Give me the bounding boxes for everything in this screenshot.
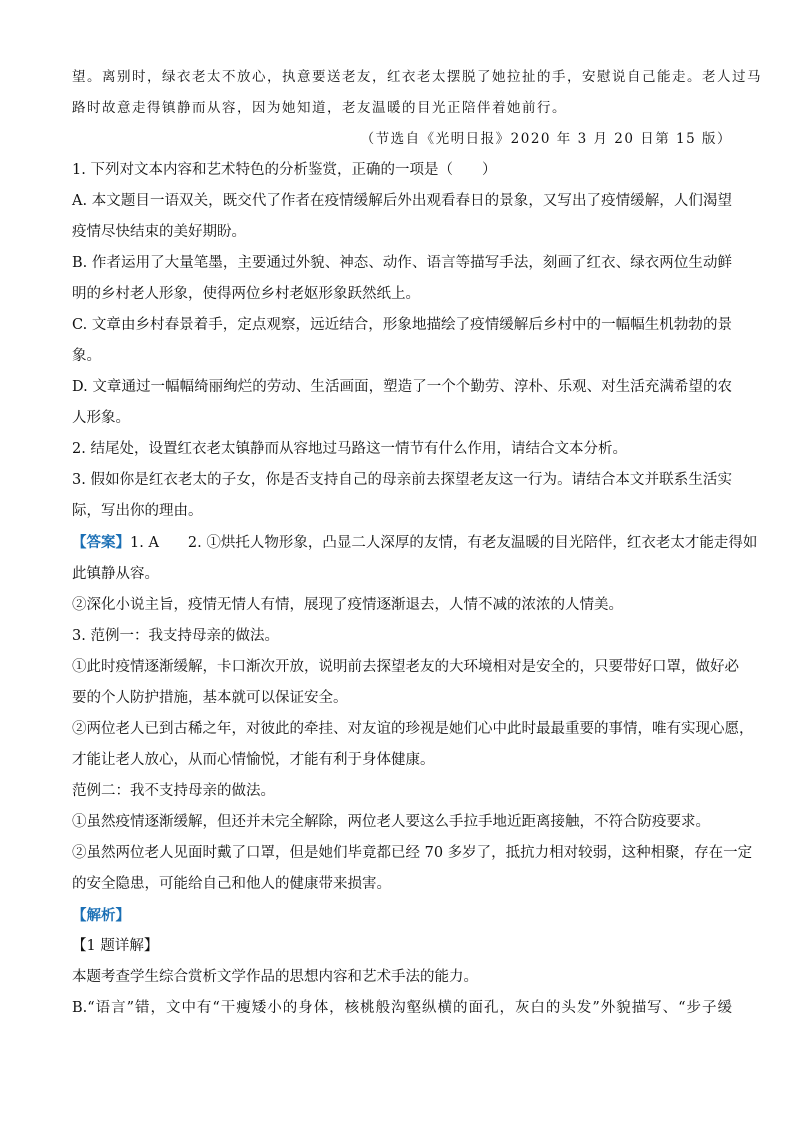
answer-tag: 【答案】 [72,534,130,551]
option-b: B. 作者运用了大量笔墨，主要通过外貌、神态、动作、语言等描写手法，刻画了红衣、绿衣两位生动鲜 [72,255,732,271]
answer-text: 1. A 2. ①烘托人物形象，凸显二人深厚的友情，有老友温暖的目光陪伴，红衣老太才能走得如 [130,535,758,551]
option-a-cont: 疫情尽快结束的美好期盼。 [72,224,246,240]
example-1-title: 3. 范例一：我支持母亲的做法。 [72,628,279,644]
example-1-point-2: ②两位老人已到古稀之年，对彼此的牵挂、对友谊的珍视是她们心中此时最最重要的事情，唯有实现心愿， [72,721,754,737]
passage-line: 路时故意走得镇静而从容，因为她知道，老友温暖的目光正陪伴着她前行。 [72,100,567,116]
question-3-cont: 际，写出你的理由。 [72,503,203,519]
analysis-tag: 【解析】 [72,907,130,924]
answer-point-2: ②深化小说主旨，疫情无情人有情，展现了疫情逐渐退去，人情不减的浓浓的人情美。 [72,597,623,613]
option-c-cont: 象。 [72,348,101,364]
example-2-point-1: ①虽然疫情逐渐缓解，但还并未完全解除，两位老人要这么手拉手地近距离接触，不符合防疫要求。 [72,814,710,830]
analysis-paragraph: B.“语言”错，文中有“干瘦矮小的身体，核桃般沟壑纵横的面孔，灰白的头发”外貌描写、“步子缓 [72,1000,732,1016]
example-1-point-1: ①此时疫情逐渐缓解，卡口渐次开放，说明前去探望老友的大环境相对是安全的，只要带好口罩，做好必 [72,659,739,675]
analysis-paragraph: 本题考查学生综合赏析文学作品的思想内容和艺术手法的能力。 [72,969,478,985]
option-d: D. 文章通过一幅幅绮丽绚烂的劳动、生活画面，塑造了一个个勤劳、淳朴、乐观、对生活充满希望的农 [72,379,732,395]
example-2-point-2: ②虽然两位老人见面时戴了口罩，但是她们毕竟都已经 70 多岁了，抵抗力相对较弱，这种相聚，存在一定 [72,845,753,861]
example-2-point-2-cont: 的安全隐患，可能给自己和他人的健康带来损害。 [72,876,391,892]
option-d-cont: 人形象。 [72,410,130,426]
question-3: 3. 假如你是红衣老太的子女，你是否支持自己的母亲前去探望老友这一行为。请结合本文并联系生活实 [72,472,732,488]
question-2: 2. 结尾处，设置红衣老太镇静而从容地过马路这一情节有什么作用，请结合文本分析。 [72,441,627,457]
passage-source: （节选自《光明日报》2020 年 3 月 20 日第 15 版） [360,131,732,147]
option-c: C. 文章由乡村春景着手，定点观察，远近结合，形象地描绘了疫情缓解后乡村中的一幅幅生机勃勃的景 [72,317,732,333]
question-1-stem: 1. 下列对文本内容和艺术特色的分析鉴赏，正确的一项是（ ） [72,162,497,178]
passage-line: 望。离别时，绿衣老太不放心，执意要送老友，红衣老太摆脱了她拉扯的手，安慰说自己能走。老人过马 [72,69,762,85]
answer-line [72,527,758,559]
example-1-point-1-cont: 要的个人防护措施，基本就可以保证安全。 [72,690,348,706]
analysis-subheading: 【1 题详解】 [72,938,159,954]
option-b-cont: 明的乡村老人形象，使得两位乡村老妪形象跃然纸上。 [72,286,420,302]
document-page [72,62,762,1024]
answer-cont: 此镇静从容。 [72,566,159,582]
option-a: A. 本文题目一语双关，既交代了作者在疫情缓解后外出观看春日的景象，又写出了疫情缓解，人们渴望 [72,193,732,209]
example-2-title: 范例二：我不支持母亲的做法。 [72,783,275,799]
example-1-point-2-cont: 才能让老人放心，从而心情愉悦，才能有利于身体健康。 [72,752,435,768]
